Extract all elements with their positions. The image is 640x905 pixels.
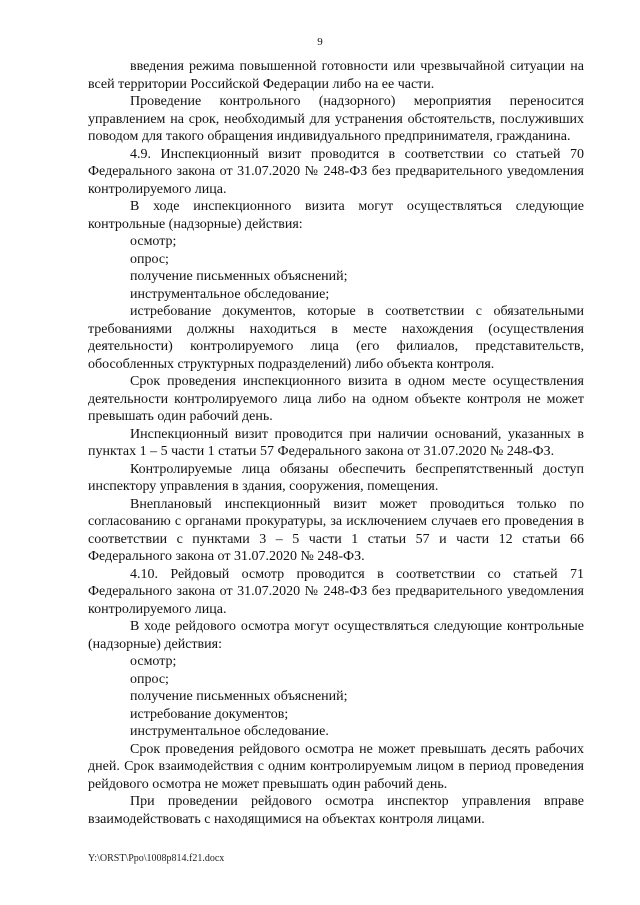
paragraph: При проведении рейдового осмотра инспектор управления вправе взаимодействовать с находящимися на объектах контроля лицами.: [88, 794, 584, 827]
list-item: опрос;: [130, 251, 169, 267]
list-item: инструментальное обследование;: [130, 286, 330, 302]
paragraph: Срок проведения рейдового осмотра не может превышать десять рабочих дней. Срок взаимодействия с одним контролируемым лицом в период проведения рейдового осмотра не может превышать один рабочий день.: [88, 741, 584, 792]
list-item: опрос;: [130, 671, 169, 687]
list-item: осмотр;: [130, 654, 177, 669]
list-item: получение письменных объяснений;: [130, 269, 348, 284]
list-item: получение письменных объяснений;: [130, 689, 348, 704]
list-item: истребование документов;: [130, 706, 289, 722]
paragraph: В ходе рейдового осмотра могут осуществляться следующие контрольные (надзорные) действия:: [88, 619, 584, 652]
paragraph: истребование документов, которые в соответствии с обязательными требованиями должны находиться в месте нахождения (осуществления деятельности) контролируемого лица (его филиалов, представительств, обособленных структурных подразделений) либо объекта контроля.: [88, 304, 584, 372]
paragraph: В ходе инспекционного визита могут осуществляться следующие контрольные (надзорные) действия:: [88, 199, 584, 232]
document-body: [88, 58, 584, 828]
paragraph: Внеплановый инспекционный визит может проводиться только по согласованию с органами прокуратуры, за исключением случаев его проведения в соответствии с пунктами 3 – 5 части 1 статьи 57 и части 12 статьи 66 Федерального закона от 31.07.2020 № 248-ФЗ.: [88, 496, 584, 564]
paragraph: Проведение контрольного (надзорного) мероприятия переносится управлением на срок, необходимый для устранения обстоятельств, послуживших поводом для такого обращения индивидуального предпринимателя, гражданина.: [88, 94, 584, 144]
paragraph: 4.9. Инспекционный визит проводится в соответствии со статьей 70 Федерального закона от 31.07.2020 № 248-ФЗ без предварительного уведомления контролируемого лица.: [88, 146, 584, 197]
paragraph: 4.10. Рейдовый осмотр проводится в соответствии со статьей 71 Федерального закона от 31.07.2020 № 248-ФЗ без предварительного уведомления контролируемого лица.: [88, 566, 584, 617]
paragraph: введения режима повышенной готовности или чрезвычайной ситуации на всей территории Российской Федерации либо на ее части.: [88, 59, 584, 92]
list-item: инструментальное обследование.: [130, 724, 329, 739]
paragraph: Инспекционный визит проводится при наличии оснований, указанных в пунктах 1 – 5 части 1 статьи 57 Федерального закона от 31.07.2020 № 248-ФЗ.: [88, 426, 584, 459]
paragraph: Контролируемые лица обязаны обеспечить беспрепятственный доступ инспектору управления в здания, сооружения, помещения.: [88, 461, 584, 494]
paragraph: Срок проведения инспекционного визита в одном месте осуществления деятельности контролируемого лица либо на одном объекте контроля не может превышать один рабочий день.: [88, 374, 584, 424]
page-number: 9: [317, 36, 323, 48]
footer-file-path: Y:\ORST\Ppo\1008p814.f21.docx: [88, 853, 225, 864]
list-item: осмотр;: [130, 234, 177, 249]
